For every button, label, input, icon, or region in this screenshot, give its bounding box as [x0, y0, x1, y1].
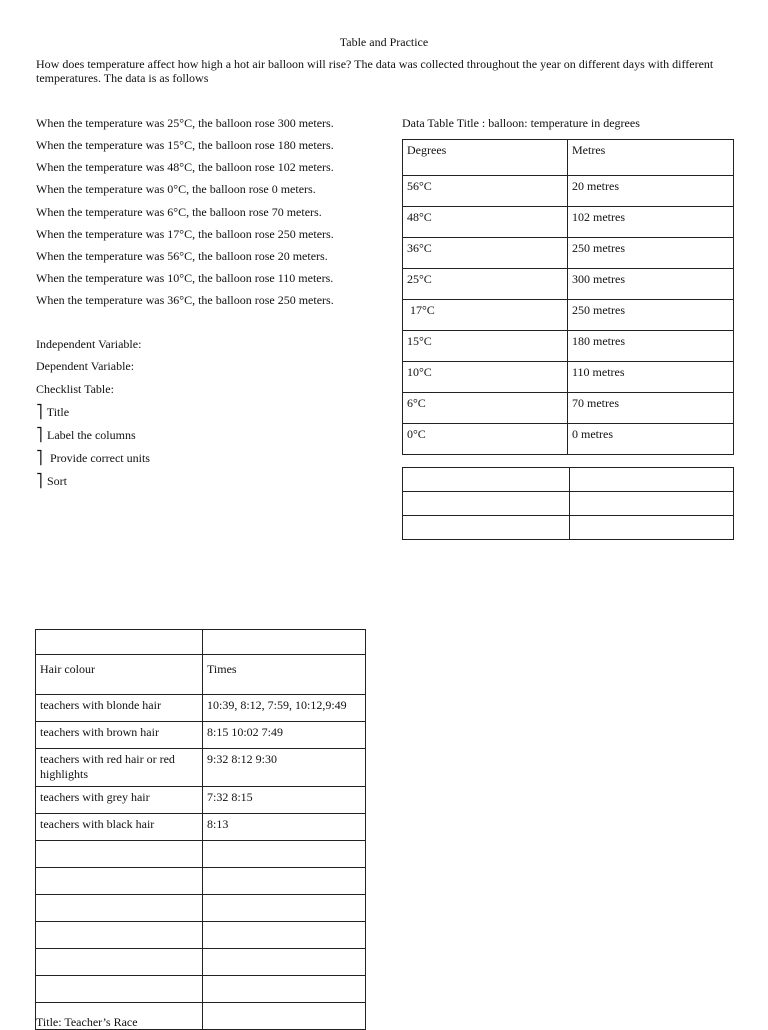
table-cell [570, 468, 734, 492]
table-row [403, 207, 734, 238]
table-row [36, 895, 366, 922]
data-table-title: Data Table Title : balloon: temperature in degrees [402, 116, 640, 130]
table-cell: 9:32 8:12 9:30 [203, 749, 366, 787]
balloon-data-table [402, 139, 734, 455]
checklist-label: Checklist Table: [36, 382, 114, 396]
observation-line: When the temperature was 36°C, the balloon rose 250 meters. [36, 293, 334, 307]
table-cell [403, 468, 570, 492]
table-cell: 17°C [403, 300, 568, 331]
checklist-item-label: Sort [47, 474, 68, 488]
table-cell: teachers with blonde hair [36, 695, 203, 722]
checklist-item-label: Provide correct units [50, 451, 150, 465]
table-cell [36, 841, 203, 868]
table-cell: 10:39, 8:12, 7:59, 10:12,9:49 [203, 695, 366, 722]
table-row [36, 695, 366, 722]
table-cell [570, 492, 734, 516]
table-cell: 7:32 8:15 [203, 787, 366, 814]
table-row [403, 331, 734, 362]
table-cell [203, 922, 366, 949]
table-cell: 15°C [403, 331, 568, 362]
hair-colour-table [35, 629, 366, 1030]
table-cell [36, 630, 203, 655]
table-cell: 6°C [403, 393, 568, 424]
table-cell: 0°C [403, 424, 568, 455]
observation-line: When the temperature was 17°C, the balloon rose 250 meters. [36, 227, 334, 241]
checklist-item-label-columns[interactable] [36, 428, 136, 443]
table-row [36, 922, 366, 949]
table-cell [203, 949, 366, 976]
table-cell [203, 841, 366, 868]
column-header: Degrees [403, 140, 568, 176]
table-cell: 56°C [403, 176, 568, 207]
checklist-item-label: Title [46, 405, 70, 419]
table-cell: 180 metres [568, 331, 734, 362]
table-cell: 20 metres [568, 176, 734, 207]
table-header-row [403, 140, 734, 176]
table-cell: 300 metres [568, 269, 734, 300]
table-row [36, 949, 366, 976]
table-cell: 8:13 [203, 814, 366, 841]
table-cell [203, 976, 366, 1003]
table-row [403, 393, 734, 424]
checklist-item-label: Label the columns [47, 428, 136, 442]
table-cell: 10°C [403, 362, 568, 393]
table-row [36, 630, 366, 655]
table-row [403, 176, 734, 207]
table-cell: 8:15 10:02 7:49 [203, 722, 366, 749]
table-cell: 110 metres [568, 362, 734, 393]
observation-line: When the temperature was 10°C, the balloon rose 110 meters. [36, 271, 334, 285]
table-cell [203, 1003, 366, 1030]
column-header: Metres [568, 140, 734, 176]
table-cell: teachers with black hair [36, 814, 203, 841]
table-cell: 48°C [403, 207, 568, 238]
checkbox-icon[interactable]: ⎤ [36, 428, 43, 443]
page-title: Table and Practice [339, 35, 429, 49]
table-cell [36, 976, 203, 1003]
observation-line: When the temperature was 0°C, the balloon rose 0 meters. [36, 182, 316, 196]
table-cell: 102 metres [568, 207, 734, 238]
table-header-row [36, 655, 366, 695]
checkbox-icon[interactable]: ⎤ [36, 451, 43, 466]
table-cell: 250 metres [568, 238, 734, 269]
table-row [36, 976, 366, 1003]
table-cell [36, 922, 203, 949]
table-row [403, 468, 734, 492]
intro-paragraph: How does temperature affect how high a hot air balloon will rise? The data was collected throughout the year on different days with different temperatures. The data is as follows [36, 57, 714, 85]
table-cell [403, 492, 570, 516]
table-cell [203, 895, 366, 922]
table-row [403, 300, 734, 331]
table-cell [570, 516, 734, 540]
table-row [403, 269, 734, 300]
table-cell [403, 516, 570, 540]
observation-line: When the temperature was 48°C, the balloon rose 102 meters. [36, 160, 334, 174]
table-cell [203, 868, 366, 895]
checkbox-icon[interactable]: ⎤ [36, 405, 43, 420]
column-header: Hair colour [36, 655, 203, 695]
table-row [403, 424, 734, 455]
table-row [36, 868, 366, 895]
empty-practice-table [402, 467, 734, 540]
table-cell: 25°C [403, 269, 568, 300]
table-row [403, 362, 734, 393]
table-cell: 250 metres [568, 300, 734, 331]
checklist-item-title[interactable] [36, 405, 69, 420]
observation-line: When the temperature was 6°C, the balloon rose 70 meters. [36, 205, 322, 219]
table-cell: teachers with grey hair [36, 787, 203, 814]
checklist-item-units[interactable] [36, 451, 150, 466]
table-row [36, 787, 366, 814]
dependent-variable-label: Dependent Variable: [36, 359, 135, 373]
table-cell: 0 metres [568, 424, 734, 455]
checkbox-icon[interactable]: ⎤ [36, 474, 43, 489]
table-cell [36, 895, 203, 922]
table-row [36, 722, 366, 749]
table-cell [203, 630, 366, 655]
table-row [403, 238, 734, 269]
checklist-item-sort[interactable] [36, 474, 67, 489]
observation-line: When the temperature was 25°C, the balloon rose 300 meters. [36, 116, 334, 130]
table-cell: 36°C [403, 238, 568, 269]
observation-line: When the temperature was 56°C, the balloon rose 20 meters. [36, 249, 328, 263]
column-header: Times [203, 655, 366, 695]
table-row [403, 516, 734, 540]
independent-variable-label: Independent Variable: [36, 337, 142, 351]
table-row [36, 814, 366, 841]
table-cell [36, 868, 203, 895]
table-cell: teachers with red hair or red highlights [36, 749, 203, 787]
bottom-title: Title: Teacher’s Race [36, 1015, 138, 1029]
table-cell: teachers with brown hair [36, 722, 203, 749]
observation-line: When the temperature was 15°C, the balloon rose 180 meters. [36, 138, 334, 152]
table-row [36, 749, 366, 787]
table-cell: 70 metres [568, 393, 734, 424]
table-row [36, 841, 366, 868]
table-row [403, 492, 734, 516]
table-cell [36, 949, 203, 976]
